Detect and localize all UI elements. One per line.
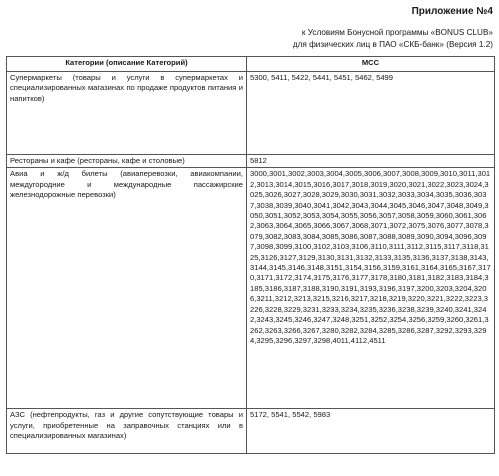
mcc-table: [6, 56, 495, 454]
mcc-cell: 5812: [247, 155, 495, 168]
subtitle-line-1: к Условиям Бонусной программы «BONUS CLUB»: [301, 28, 493, 37]
category-cell: Супермаркеты (товары и услуги в супермаркетах и специализированных магазинах по продаже продуктов питания и напитков): [7, 72, 247, 155]
category-cell: Авиа и ж/д билеты (авиаперевозки, авиакомпании, междугородние и международные пассажирские железнодорожные перевозки): [7, 168, 247, 409]
table-row: [7, 409, 495, 454]
table-row: [7, 72, 495, 155]
header-category: Категории (описание Категорий): [7, 57, 247, 72]
category-cell: АЗС (нефтепродукты, газ и другие сопутствующие товары и услуги, приобретенные на заправочных станциях или в специализированных магазинах): [7, 409, 247, 454]
table-row: [7, 168, 495, 409]
mcc-cell: 5300, 5411, 5422, 5441, 5451, 5462, 5499: [247, 72, 495, 155]
header-mcc: MCC: [247, 57, 495, 72]
document-subtitle: [193, 27, 493, 50]
mcc-cell: 5172, 5541, 5542, 5983: [247, 409, 495, 454]
table-row: [7, 155, 495, 168]
subtitle-line-2: для физических лиц в ПАО «СКБ-банк» (Версия 1.2): [292, 39, 493, 49]
appendix-title: Приложение №4: [411, 6, 493, 17]
table-header-row: [7, 57, 495, 72]
category-cell: Рестораны и кафе (рестораны, кафе и столовые): [7, 155, 247, 168]
mcc-cell: 3000,3001,3002,3003,3004,3005,3006,3007,3008,3009,3010,3011,3012,3013,3014,3015,3016,3017,3018,3019,3020,3021,3022,3023,3024,3025,3026,3027,3028,3029,3030,3031,3032,3033,3034,3035,3036,3037,3038,3039,3040,3041,3042,3043,3044,3045,3046,3047,3048,3049,3050,3051,3052,3053,3054,3055,3056,3057,3058,3059,3060,3061,3062,3063,3064,3065,3066,3067,3068,3071,3072,3075,3076,3077,3078,3079,3082,3083,3084,3085,3086,3087,3088,3089,3090,3094,3096,3097,3098,3099,3100,3102,3103,3106,3110,3111,3112,3115,3117,3118,3125,3126,3127,3129,3130,3131,3132,3133,3135,3136,3137,3138,3143,3144,3145,3146,3148,3151,3154,3156,3159,3161,3164,3165,3167,3170,3171,3172,3174,3175,3176,3177,3178,3180,3181,3182,3183,3184,3185,3186,3187,3188,3190,3191,3193,3196,3197,3200,3203,3204,3206,3211,3212,3213,3215,3216,3217,3218,3219,3220,3221,3222,3223,3226,3228,3229,3231,3233,3234,3235,3236,3238,3239,3240,3241,3242,3243,3245,3246,3247,3248,3251,3252,3254,3256,3259,3260,3261,3262,3263,3266,3267,3280,3282,3284,3285,3286,3287,3292,3293,3294,3295,3296,3297,3298,4011,4112,4511: [247, 168, 495, 409]
